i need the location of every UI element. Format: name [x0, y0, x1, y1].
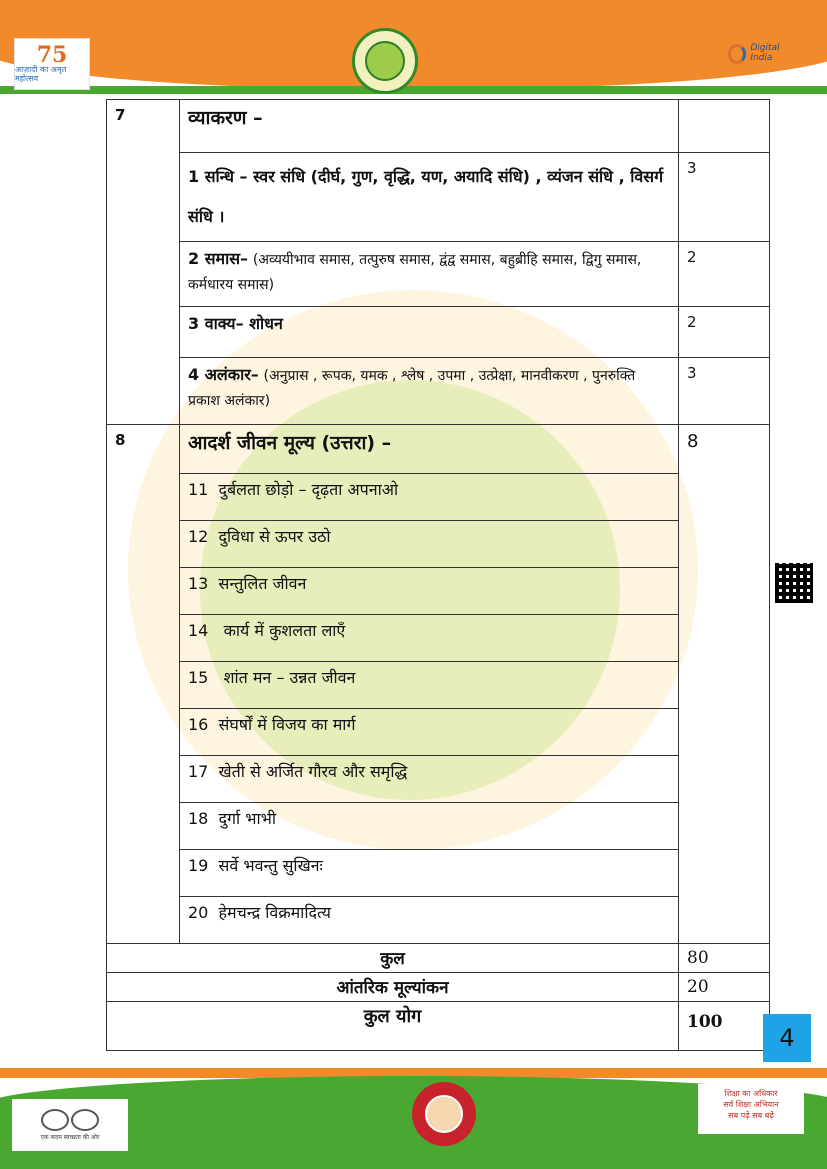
lesson-number: 13	[188, 574, 209, 593]
item-detail: (अनुप्रास , रूपक, यमक , श्लेष , उपमा , उत्प्रेक्षा, मानवीकरण , पुनरुक्ति प्रकाश अलंकार)	[188, 368, 636, 409]
lesson-number: 15	[188, 668, 209, 687]
lesson-name: कार्य में कुशलता लाएँ	[223, 621, 346, 640]
grand-total-value: 100	[679, 1002, 770, 1051]
ssa-slogan: सब पढ़ें सब बढ़ें	[728, 1111, 774, 1121]
section-number: 7	[107, 100, 180, 425]
item-label: 2 समास–	[188, 249, 249, 268]
lesson-row	[180, 568, 679, 615]
total-label: कुल	[107, 944, 679, 973]
lesson-name: हेमचन्द्र विक्रमादित्य	[218, 903, 331, 922]
lesson-name: दुविधा से ऊपर उठो	[218, 527, 331, 546]
lesson-name: खेती से अर्जित गौरव और समृद्धि	[218, 762, 408, 781]
item-detail: (अव्ययीभाव समास, तत्पुरुष समास, द्वंद्व समास, बहुब्रीहि समास, द्विगु समास, कर्मधारय समास)	[188, 252, 642, 293]
section-title: आदर्श जीवन मूल्य (उत्तरा) –	[180, 425, 679, 474]
grammar-item	[180, 358, 679, 425]
item-marks: 3	[679, 153, 770, 242]
lesson-name: सर्वे भवन्तु सुखिनः	[218, 856, 323, 875]
lesson-number: 20	[188, 903, 209, 922]
beti-bachao-logo	[412, 1082, 476, 1146]
lesson-row	[180, 709, 679, 756]
page-number-badge: 4	[763, 1014, 811, 1062]
rte-title: शिक्षा का अधिकार	[724, 1089, 778, 1098]
lesson-row	[180, 474, 679, 521]
section-title: व्याकरण –	[180, 100, 679, 153]
item-marks: 2	[679, 307, 770, 358]
digital-india-icon	[728, 44, 746, 64]
section-number: 8	[107, 425, 180, 944]
lesson-number: 11	[188, 480, 209, 499]
lesson-number: 16	[188, 715, 209, 734]
grammar-item: 3 वाक्य– शोधन	[180, 307, 679, 358]
board-emblem-logo	[352, 28, 418, 94]
lesson-row	[180, 662, 679, 709]
emblem-inner	[365, 41, 405, 81]
section-marks: 8	[679, 425, 770, 944]
digital-india-logo	[728, 36, 798, 72]
page-header	[0, 0, 827, 100]
total-value: 80	[679, 944, 770, 973]
logo-number: 75	[36, 42, 68, 69]
lesson-name: दुर्बलता छोड़ो – दृढ़ता अपनाओ	[218, 480, 399, 499]
lesson-row	[180, 897, 679, 944]
azadi-amrit-mahotsav-logo	[14, 38, 90, 90]
lesson-row	[180, 521, 679, 568]
item-label: 4 अलंकार–	[188, 365, 259, 384]
lesson-row	[180, 615, 679, 662]
lesson-number: 17	[188, 762, 209, 781]
lesson-name: सन्तुलित जीवन	[218, 574, 307, 593]
girl-face-icon	[425, 1095, 463, 1133]
internal-assessment-label: आंतरिक मूल्यांकन	[107, 973, 679, 1002]
lesson-name: संघर्षों में विजय का मार्ग	[218, 715, 356, 734]
lesson-row	[180, 850, 679, 897]
digital-india-label: Digital India	[750, 43, 780, 63]
lesson-number: 14	[188, 621, 209, 640]
syllabus-table	[106, 99, 770, 1051]
ssa-title: सर्व शिक्षा अभियान	[723, 1100, 779, 1110]
internal-assessment-value: 20	[679, 973, 770, 1002]
item-marks: 2	[679, 242, 770, 307]
item-marks: 3	[679, 358, 770, 425]
header-green-stripe	[0, 86, 827, 94]
lesson-name: शांत मन – उन्नत जीवन	[223, 668, 356, 687]
grammar-item: 1 सन्धि – स्वर संधि (दीर्घ, गुण, वृद्धि, यण, अयादि संधि) , व्यंजन संधि , विसर्ग संधि ।	[180, 153, 679, 242]
swachh-bharat-logo	[12, 1099, 128, 1151]
lesson-number: 19	[188, 856, 209, 875]
grand-total-label: कुल योग	[107, 1002, 679, 1051]
lesson-number: 18	[188, 809, 209, 828]
lesson-row	[180, 803, 679, 850]
qr-code-icon	[775, 563, 813, 603]
swachh-caption: एक कदम स्वच्छता की ओर	[40, 1134, 100, 1141]
grammar-item	[180, 242, 679, 307]
logo-caption: आज़ादी का अमृत महोत्सव	[15, 65, 67, 83]
lesson-number: 12	[188, 527, 209, 546]
lesson-row	[180, 756, 679, 803]
lesson-name: दुर्गा भाभी	[218, 809, 277, 828]
page-footer	[0, 1066, 827, 1169]
glasses-icon	[41, 1109, 99, 1131]
section-marks-empty	[679, 100, 770, 153]
rte-logo	[698, 1084, 804, 1134]
